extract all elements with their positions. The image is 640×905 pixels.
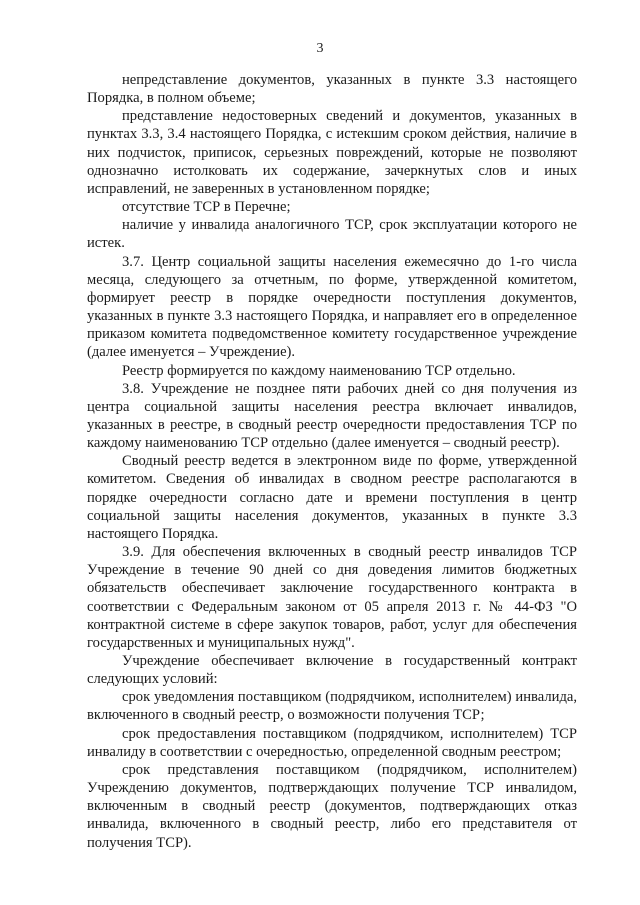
paragraph-section-3-8: 3.8. Учреждение не позднее пяти рабочих дней со дня получения из центра социальной защиты населения реестра включает инвалидов, указанных в реестре, в сводный реестр очередности предоставления ТСР по каждому наименованию ТСР отдельно (далее именуется – сводный реестр). (87, 380, 577, 452)
paragraph-tsr-not-in-list: отсутствие ТСР в Перечне; (122, 199, 291, 216)
document-body (87, 71, 577, 852)
page-number: 3 (316, 41, 324, 56)
paragraph-invalid-information: представление недостоверных сведений и документов, указанных в пунктах 3.3, 3.4 настоящего Порядка, с истекшим сроком действия, наличие в них подчисток, приписок, серьезных повреждений, которые не позволяют однозначно истолковать их содержание, зачеркнутых слов и иных исправлений, не заверенных в установленном порядке; (87, 108, 577, 197)
paragraph-consolidated-registry: Сводный реестр ведется в электронном виде по форме, утвержденной комитетом. Сведения об инвалидах в сводном реестре располагаются в порядке очередности согласно дате и времени поступления в центр социальной защиты населения документов, указанных в пункте 3.3 настоящего Порядка. (87, 453, 577, 542)
paragraph-contract-conditions: Учреждение обеспечивает включение в государственный контракт следующих условий: (87, 653, 577, 688)
paragraph-provision-term: срок предоставления поставщиком (подрядчиком, исполнителем) ТСР инвалиду в соответствии с очередностью, определенной сводным реестром; (87, 725, 577, 760)
paragraph-missing-documents: непредставление документов, указанных в пункте 3.3 настоящего Порядка, в полном объеме; (87, 72, 577, 107)
paragraph-registry-per-item: Реестр формируется по каждому наименованию ТСР отдельно. (122, 362, 516, 379)
paragraph-section-3-7: 3.7. Центр социальной защиты населения ежемесячно до 1-го числа месяца, следующего за отчетным, по форме, утвержденной комитетом, формирует реестр в порядке очередности поступления документов, указанных в пункте 3.3 настоящего Порядка, и направляет его в определенное приказом комитета подведомственное комитету государственное учреждение (далее именуется – Учреждение). (87, 253, 577, 361)
paragraph-notification-term: срок уведомления поставщиком (подрядчиком, исполнителем) инвалида, включенного в сводный реестр, о возможности получения ТСР; (87, 689, 577, 724)
paragraph-documents-term: срок представления поставщиком (подрядчиком, исполнителем) Учреждению документов, подтверждающих получение ТСР инвалидом, включенным в сводный реестр (документов, подтверждающих отказ инвалида, включенного в сводный реестр, либо его представителя от получения ТСР). (87, 761, 577, 851)
paragraph-similar-tsr: наличие у инвалида аналогичного ТСР, срок эксплуатации которого не истек. (87, 217, 577, 252)
paragraph-section-3-9: 3.9. Для обеспечения включенных в сводный реестр инвалидов ТСР Учреждение в течение 90 дней со дня доведения лимитов бюджетных обязательств обеспечивает заключение государственного контракта в соответствии с Федеральным законом от 05 апреля 2013 г. № 44-ФЗ "О контрактной системе в сфере закупок товаров, работ, услуг для обеспечения государственных и муниципальных нужд". (87, 544, 577, 651)
